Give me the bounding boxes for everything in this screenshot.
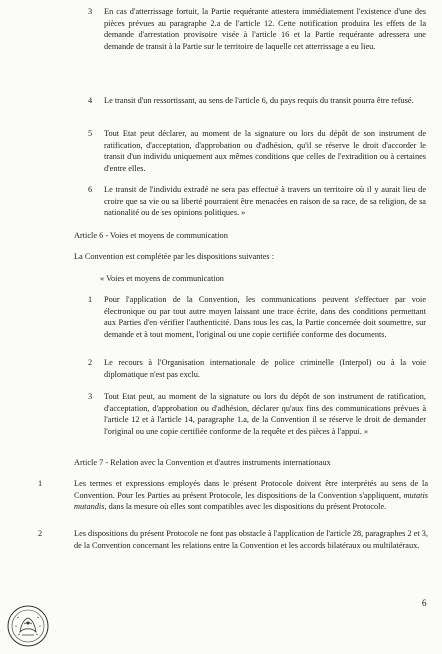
paragraph-text-part: Les termes et expressions employés dans le présent Protocole doivent être interprétés au sens de la Convention. Pour les Parties au présent Protocole, les dispositions de la Convention s'appliquent, xyxy=(74,479,428,500)
paragraph-number: 1 xyxy=(38,479,43,488)
article-heading: Article 7 - Relation avec la Convention et d'autres instruments internationaux xyxy=(74,458,331,467)
paragraph-text xyxy=(74,478,428,513)
paragraph-text: Le transit d'un ressortissant, au sens de l'article 6, du pays requis du transit pourra être refusé. xyxy=(104,96,414,105)
paragraph-number: 4 xyxy=(88,96,93,105)
page-number: 6 xyxy=(422,598,427,608)
paragraph-text: Pour l'application de la Convention, les communications peuvent s'effectuer par voie électronique ou par tout autre moyen laissant une trace écrite, dans des conditions permettant aux Parties d'en vérifier l'authenticité. Dans tous les cas, la Partie concernée doit soumettre, sur demande et à tout moment, l'original ou une copie certifiée conforme des documents. xyxy=(104,295,426,340)
article-heading: Article 6 - Voies et moyens de communication xyxy=(74,231,228,240)
paragraph-text: Tout Etat peut, au moment de la signature ou lors du dépôt de son instrument de ratification, d'acceptation, d'approbation ou d'adhésion, déclarer qu'aux fins des communications prévues à l'article 12 et à l'article 14, paragraphe 1.a, de la Convention il se réserve le droit de demander l'original ou une copie certifiée conforme de la requête et des pièces à l'appui. » xyxy=(104,392,426,437)
paragraph-number: 3 xyxy=(88,392,93,401)
paragraph-number: 2 xyxy=(38,529,43,538)
paragraph-number: 2 xyxy=(88,358,93,367)
paragraph-text: Tout Etat peut déclarer, au moment de la signature ou lors du dépôt de son instrument de ratification, d'acceptation, d'approbation ou d'adhésion, qu'il se réserve le droit d'accorder le transit d'un individu uniquement aux mêmes conditions que celles de l'extradition ou à certaines d'entre elles. xyxy=(104,129,426,174)
paragraph-text: En cas d'atterrissage fortuit, la Partie requérante attestera immédiatement l'existence d'une des pièces prévues au paragraphe 2.a de l'article 12. Cette notification produira les effets de la demande d'arrestation provisoire visée à l'article 16 et la Partie requérante adressera une demande de transit à la Partie sur le territoire de laquelle cet atterrissage a eu lieu. xyxy=(104,7,426,52)
article-intro: La Convention est complétée par les dispositions suivantes : xyxy=(74,252,275,261)
official-seal-icon xyxy=(6,604,50,648)
latin-phrase: mutatis mutandis xyxy=(74,490,428,512)
paragraph-number: 3 xyxy=(88,7,93,16)
paragraph-number: 5 xyxy=(88,129,93,138)
paragraph-number: 1 xyxy=(88,295,93,304)
paragraph-text: Le recours à l'Organisation internationale de police criminelle (Interpol) ou à la voie diplomatique n'est pas exclu. xyxy=(104,358,426,379)
paragraph-text: Le transit de l'individu extradé ne sera pas effectué à travers un territoire où il y aurait lieu de croire que sa vie ou sa liberté pourraient être menacées en raison de sa race, de sa religion, de sa nationalité ou de ses opinions politiques. » xyxy=(104,185,426,218)
quoted-section-title: « Voies et moyens de communication xyxy=(100,274,224,283)
paragraph-number: 6 xyxy=(88,185,93,194)
paragraph-text-part: , dans la mesure où elles sont compatibles avec les dispositions du présent Protocole. xyxy=(104,502,387,512)
paragraph-text: Les dispositions du présent Protocole ne font pas obstacle à l'application de l'article 28, paragraphes 2 et 3, de la Convention concernant les relations entre la Convention et les accords bilatéraux ou multilatéraux. xyxy=(74,529,428,550)
